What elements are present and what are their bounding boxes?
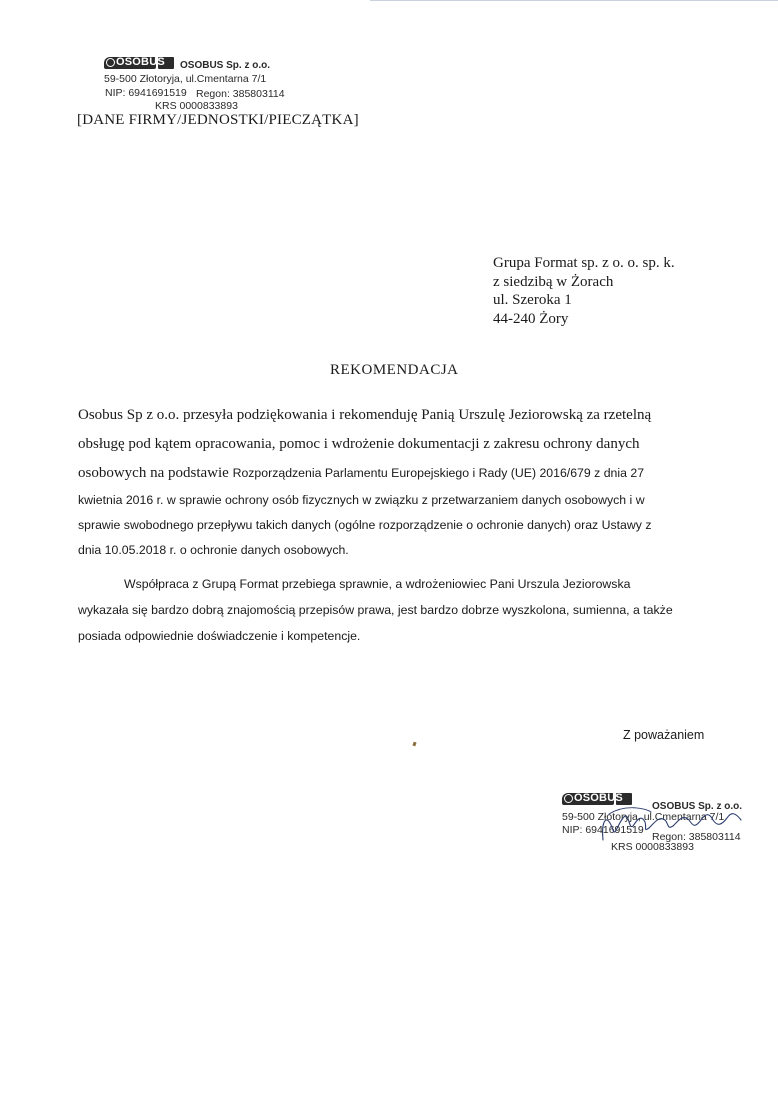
stamp-regon: Regon: 385803114 [196,88,285,100]
stamp-address: 59-500 Złotoryja, ul.Cmentarna 7/1 [104,73,267,85]
paragraph1-line5: sprawie swobodnego przepływu takich danych (ogólne rozporządzenie o ochronie danych) oraz Ustawy z [78,518,652,532]
paragraph1-line3-start: osobowych na podstawie [78,465,233,481]
scan-edge-line [370,0,778,1]
bus-icon [104,56,165,69]
paragraph1-line3 [78,464,644,482]
osobus-logo [104,57,174,69]
stamp-regon: Regon: 385803114 [652,831,741,843]
stamp-address: 59-500 Złotoryja, ul.Cmentarna 7/1 [562,811,725,823]
paragraph1-line1: Osobus Sp z o.o. przesyła podziękowania i rekomenduję Panią Urszulę Jeziorowską za rzetelną [78,407,652,423]
paragraph1-line4: kwietnia 2016 r. w sprawie ochrony osób fizycznych w związku z przetwarzaniem danych osobowych i w [78,493,645,507]
logo-text: OSOBUS [116,56,165,68]
recipient-seat: z siedzibą w Żorach [493,273,614,290]
ink-speck [412,742,416,747]
stamp-company-name: OSOBUS Sp. z o.o. [180,60,271,71]
stamp-company-name: OSOBUS Sp. z o.o. [652,801,743,812]
paragraph1-line2: obsługę pod kątem opracowania, pomoc i wdrożenie dokumentacji z zakresu ochrony danych [78,436,640,452]
stamp-nip: NIP: 6941691519 [105,87,187,99]
recipient-company: Grupa Format sp. z o. o. sp. k. [493,255,675,271]
stamp-krs: KRS 0000833893 [155,100,238,112]
closing-phrase: Z poważaniem [623,728,705,742]
recipient-postcode-city: 44-240 Żory [493,310,569,327]
paragraph2-line1: Współpraca z Grupą Format przebiega sprawnie, a wdrożeniowiec Pani Urszula Jeziorowska [124,577,631,591]
recipient-street: ul. Szeroka 1 [493,292,572,308]
paragraph1-line6: dnia 10.05.2018 r. o ochronie danych osobowych. [78,543,349,557]
logo-text: OSOBUS [574,792,623,804]
paragraph2-line2: wykazała się bardzo dobrą znajomością przepisów prawa, jest bardzo dobrze wyszkolona, sumienna, a także [78,603,673,617]
company-data-label: [DANE FIRMY/JEDNOSTKI/PIECZĄTKA] [77,112,359,128]
handwritten-signature [585,790,765,850]
recipient-address [493,254,675,328]
stamp-nip: NIP: 6941691519 [562,824,644,836]
document-title: REKOMENDACJA [330,362,459,378]
paragraph2-line3: posiada odpowiednie doświadczenie i kompetencje. [78,629,361,643]
paragraph1-line3-end: Rozporządzenia Parlamentu Europejskiego i Rady (UE) 2016/679 z dnia 27 [232,466,645,480]
stamp-krs: KRS 0000833893 [611,841,694,853]
